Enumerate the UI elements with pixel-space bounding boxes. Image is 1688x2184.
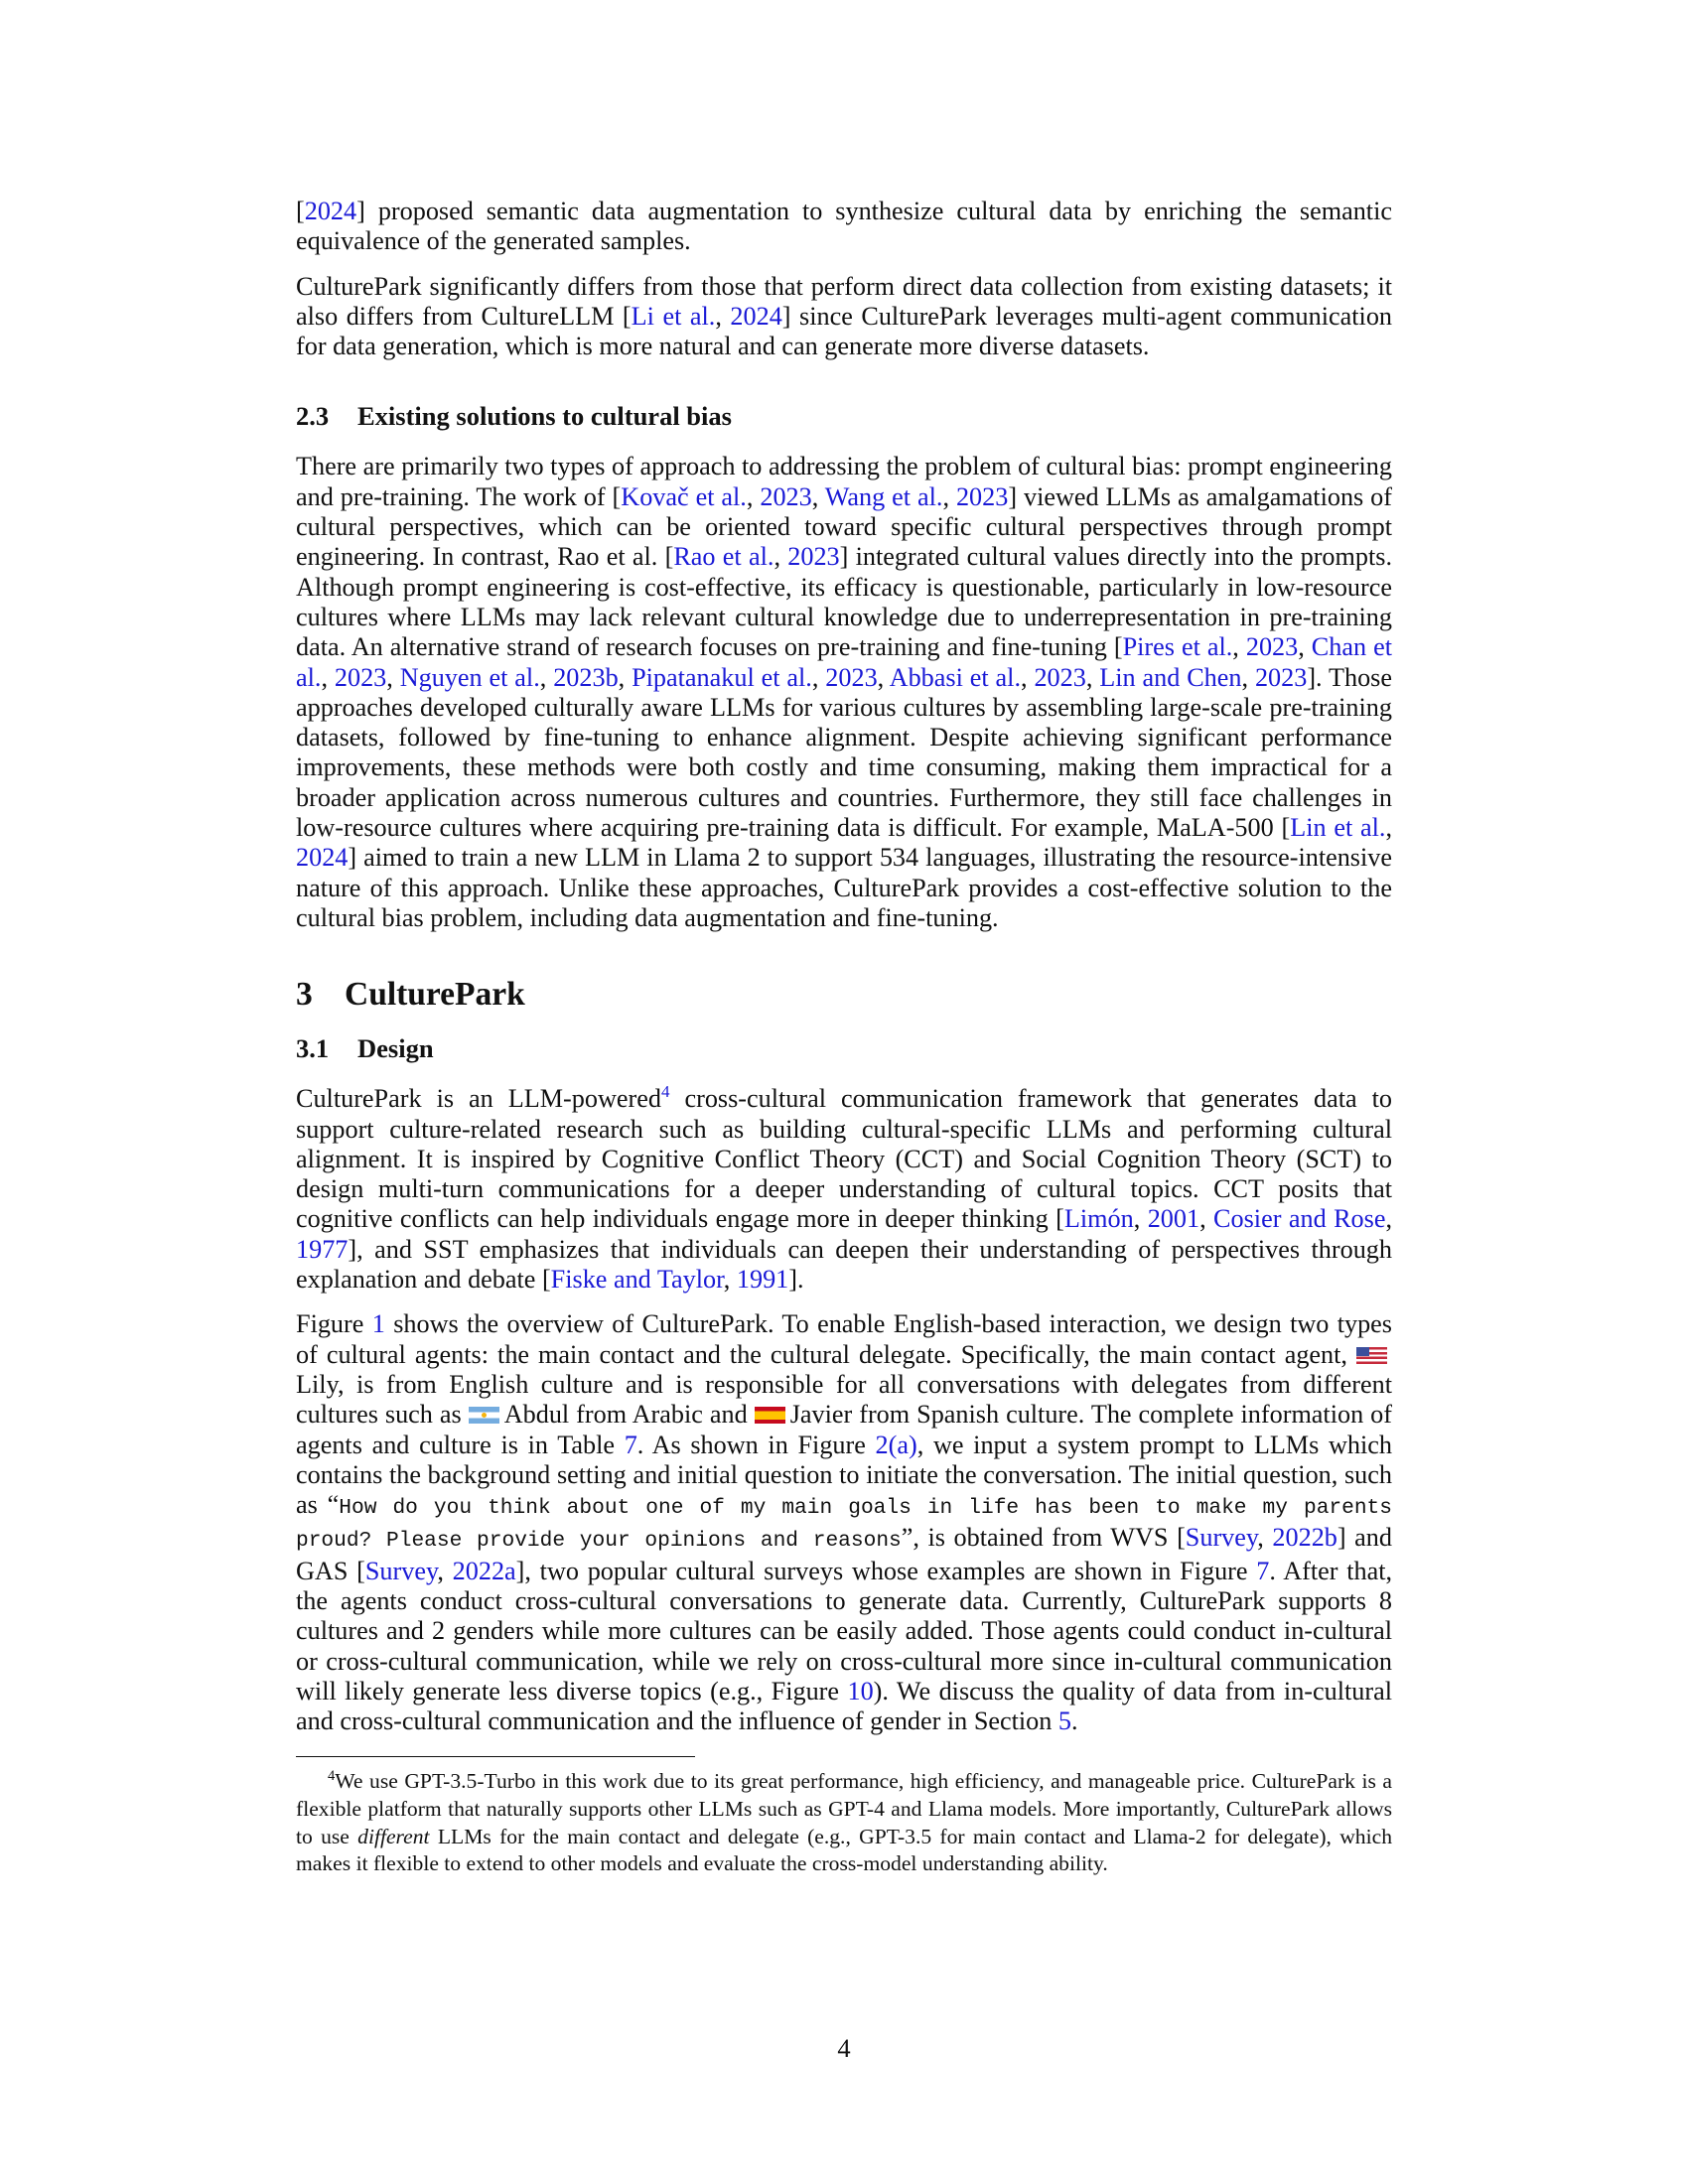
citation-link[interactable]: Nguyen et al. (399, 662, 540, 692)
citation-link[interactable]: 2022b (1272, 1523, 1337, 1553)
citation-link[interactable]: 1977 (296, 1234, 349, 1264)
citation-link[interactable]: Pipatanakul et al. (632, 662, 812, 692)
footnote-mark: 4 (328, 1768, 336, 1785)
citation-link[interactable]: 2024 (296, 843, 349, 873)
initial-question-code: How do you think about one of my main goals in life has been to make my parents proud? Please provide your opinions and reasons (296, 1496, 1392, 1554)
citation-link[interactable]: Abbasi et al. (889, 662, 1021, 692)
citation-link[interactable]: 2024 (304, 197, 357, 225)
citation-link[interactable]: Pires et al. (1122, 632, 1233, 662)
citation-link[interactable]: Lin et al. (1290, 813, 1386, 843)
page-body (296, 197, 1392, 1878)
citation-link[interactable]: Limón (1063, 1204, 1134, 1234)
citation-link[interactable]: 2023 (1254, 662, 1308, 692)
section-heading-3: 3 CulturePark (296, 976, 525, 1014)
citation-link[interactable]: 2024 (730, 301, 782, 331)
citation-link[interactable]: 2023b (553, 662, 619, 692)
citation-link[interactable]: Li et al. (631, 301, 716, 331)
page-number: 4 (837, 2033, 851, 2063)
citation-link[interactable]: Cosier and Rose (1213, 1204, 1386, 1234)
footnote-4: $^4$We use GPT-3.5-Turbo in this work due to its great performance, high efficiency, and manageable price. CulturePark is a flexible platform that naturally supports other LLMs such as GPT-4 and Llama models. More importantly, CulturePark allows to use different LLMs for the main contact and delegate (e.g., GPT-3.5 for main contact and Llama-2 for delegate), which makes it flexible to extend to other models and evaluate the cross-model understanding ability. (296, 1768, 1392, 1876)
footnote-link[interactable]: 4 (660, 1082, 670, 1102)
figure-ref-link[interactable]: 2(a) (875, 1430, 917, 1459)
citation-link[interactable]: 2023 (334, 662, 387, 692)
citation-link[interactable]: Survey (364, 1556, 438, 1585)
section-ref-link[interactable]: 5 (1057, 1706, 1072, 1736)
citation-link[interactable]: 2023 (1245, 632, 1299, 662)
figure-ref-link[interactable]: 1 (371, 1309, 385, 1339)
figure-ref-link[interactable]: 10 (847, 1676, 874, 1706)
citation-link[interactable]: 2023 (825, 662, 878, 692)
citation-link[interactable]: 2023 (787, 542, 840, 572)
paragraph-culturepark-differs: CulturePark significantly differs from those that perform direct data collection from existing datasets; it also differs from CultureLLM [Li et al., 2024] since CulturePark leverages multi-agent communication for data generation, which is more natural and can generate more diverse datasets. (296, 271, 1393, 361)
paragraph-culturepark-overview: Figure 1 shows the overview of CulturePark. To enable English-based interaction, we design two types of cultural agents: the main contact and the cultural delegate. Specifically, the main contact agent, Lily, is from English culture and is responsible for all conversations with delegates from different cultures such as Abdul from Arabic and Javier from Spanish culture. The complete information of agents and culture is in Table 7. As shown in Figure 2(a), we input a system prompt to LLMs which contains the background setting and initial question to initiate the conversation. The initial question, such as “How do you think about one of my main goals in life has been to make my parents proud? Please provide your opinions and reasons”, is obtained from WVS [Survey, 2022b] and GAS [Survey, 2022a], two popular cultural surveys whose examples are shown in Figure 7. After that, the agents conduct cross-cultural conversations to generate data. Currently, CulturePark supports 8 cultures and 2 genders while more cultures can be easily added. Those agents could conduct in-cultural or cross-cultural communication, while we rely on cross-cultural more since in-cultural communication will likely generate less diverse topics (e.g., Figure 10). We discuss the quality of data from in-cultural and cross-cultural communication and the influence of gender in Section 5. (296, 1309, 1393, 1736)
spain-flag-icon (755, 1407, 785, 1424)
citation-link[interactable]: Wang et al. (824, 481, 943, 511)
citation-link[interactable]: Kovač et al. (621, 481, 747, 511)
citation-link[interactable]: Survey (1185, 1523, 1258, 1553)
paragraph-existing-solutions: There are primarily two types of approach to addressing the problem of cultural bias: prompt engineering and pre-training. The work of [Kovač et al., 2023, Wang et al., 2023] viewed LLMs as amalgamations of cultural perspectives, which can be oriented toward specific cultural perspectives through prompt engineering. In contrast, Rao et al. [Rao et al., 2023] integrated cultural values directly into the prompts. Although prompt engineering is cost-effective, its efficacy is questionable, particularly in low-resource cultures where LLMs may lack relevant cultural knowledge due to underrepresentation in pre-training data. An alternative strand of research focuses on pre-training and fine-tuning [Pires et al., 2023, Chan et al., 2023, Nguyen et al., 2023b, Pipatanakul et al., 2023, Abbasi et al., 2023, Lin and Chen, 2023]. Those approaches developed culturally aware LLMs for various cultures by assembling large-scale pre-training datasets, followed by fine-tuning to enhance alignment. Despite achieving significant performance improvements, these methods were both costly and time consuming, making them impractical for a broader application across numerous cultures and countries. Furthermore, they still face challenges in low-resource cultures where acquiring pre-training data is difficult. For example, MaLA-500 [Lin et al., 2024] aimed to train a new LLM in Llama 2 to support 534 languages, illustrating the resource-intensive nature of this approach. Unlike these approaches, CulturePark provides a cost-effective solution to the cultural bias problem, including data augmentation and fine-tuning. (296, 452, 1392, 932)
citation-link[interactable]: 2023 (760, 481, 812, 511)
paragraph-culturepark-design: CulturePark is an LLM-powered$^4$ cross-cultural communication framework that generates data to support culture-related research such as building cultural-specific LLMs and performing cultural alignment. It is inspired by Cognitive Conflict Theory (CCT) and Social Cognition Theory (SCT) to design multi-turn communications for a deeper understanding of cultural topics. CCT posits that cognitive conflicts can help individuals engage more in deeper thinking [Limón, 2001, Cosier and Rose, 1977], and SST emphasizes that individuals can deepen their understanding of perspectives through explanation and debate [Fiske and Taylor, 1991]. (296, 1082, 1393, 1295)
citation-link[interactable]: 2023 (1034, 662, 1086, 692)
subsection-heading-2-3: 2.3 Existing solutions to cultural bias (296, 401, 732, 432)
citation-link[interactable]: 2001 (1147, 1204, 1200, 1234)
citation-link[interactable]: 2023 (955, 481, 1009, 511)
citation-link[interactable]: Lin and Chen (1099, 662, 1242, 692)
figure-ref-link[interactable]: 7 (1256, 1556, 1270, 1585)
citation-link[interactable]: 2022a (452, 1556, 516, 1585)
table-ref-link[interactable]: 7 (624, 1430, 637, 1459)
paragraph-semantic-augmentation: [2024] proposed semantic data augmentation to synthesize cultural data by enriching the semantic equivalence of the generated samples. (296, 197, 1392, 256)
subsection-heading-3-1: 3.1 Design (296, 1033, 434, 1064)
argentina-flag-icon (469, 1407, 499, 1424)
footnote-divider (296, 1756, 695, 1757)
us-flag-icon (1356, 1347, 1387, 1364)
citation-link[interactable]: Rao et al. (673, 542, 774, 572)
citation-link[interactable]: Fiske and Taylor (550, 1265, 724, 1295)
citation-link[interactable]: Chan et al. (296, 632, 1392, 692)
citation-link[interactable]: 1991 (736, 1265, 789, 1295)
